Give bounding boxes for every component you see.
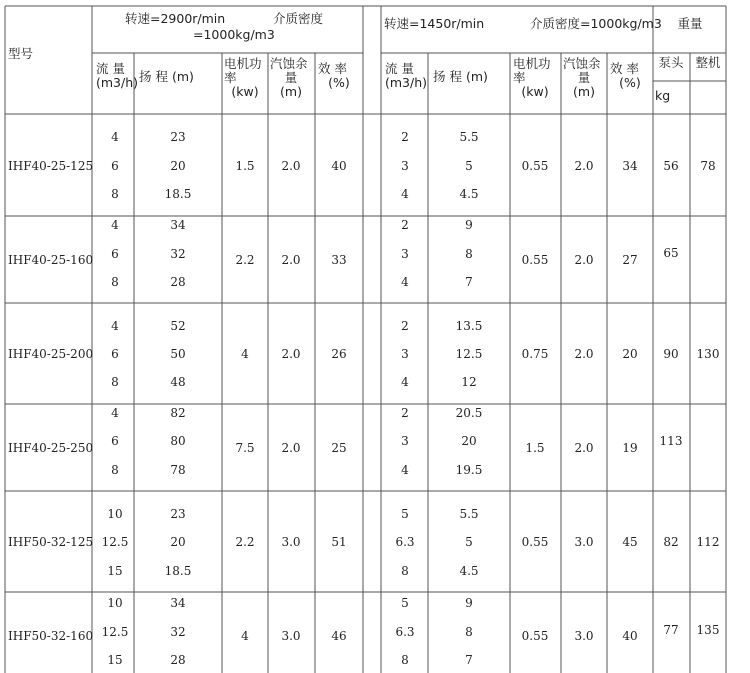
head-cell: 28 — [170, 275, 186, 289]
group2-speed: 转速=1450r/min — [384, 16, 485, 31]
eff-unit-1: (%) — [328, 75, 350, 90]
flow-cell: 15 — [107, 564, 123, 578]
flow-cell: 8 — [401, 564, 409, 578]
flow-cell: 5 — [401, 596, 409, 610]
flow-cell: 4 — [401, 375, 409, 389]
flow-unit-2: (m3/h) — [385, 75, 428, 90]
head-cell: 4.5 — [459, 187, 479, 201]
flow-cell: 10 — [107, 507, 123, 521]
eff-cell: 34 — [622, 159, 638, 173]
head-cell: 23 — [170, 507, 186, 521]
group2-density: 介质密度=1000kg/m3 — [530, 16, 662, 31]
head-cell: 13.5 — [455, 319, 483, 333]
flow-cell: 6 — [111, 159, 119, 173]
pump-weight-cell: 56 — [663, 159, 679, 173]
eff-cell: 51 — [331, 535, 347, 549]
group1-density-value: =1000kg/m3 — [193, 27, 275, 42]
flow-header-1: 流 量 — [96, 61, 125, 76]
flow-cell: 3 — [401, 159, 409, 173]
power-cell: 2.2 — [235, 253, 255, 267]
flow-cell: 8 — [401, 653, 409, 667]
flow-cell: 6 — [111, 434, 119, 448]
power-cell: 0.55 — [521, 535, 549, 549]
eff-header-2: 效 率 — [610, 61, 639, 76]
flow-cell: 4 — [111, 218, 119, 232]
head-cell: 18.5 — [164, 187, 192, 201]
power-header-1b: 率 — [224, 70, 237, 85]
flow-cell: 6.3 — [395, 535, 415, 549]
head-cell: 5 — [465, 159, 473, 173]
flow-cell: 2 — [401, 319, 409, 333]
unit-weight-cell: 78 — [700, 159, 716, 173]
head-cell: 7 — [465, 653, 473, 667]
head-cell: 82 — [170, 406, 186, 420]
head-cell: 5.5 — [459, 130, 479, 144]
eff-cell: 40 — [622, 629, 638, 643]
power-cell: 1.5 — [525, 441, 545, 455]
flow-cell: 2 — [401, 130, 409, 144]
flow-cell: 12.5 — [101, 535, 129, 549]
npsh-cell: 2.0 — [574, 253, 594, 267]
npsh-cell: 3.0 — [281, 629, 301, 643]
unit-weight-cell: 112 — [696, 535, 720, 549]
eff-cell: 19 — [622, 441, 638, 455]
flow-cell: 3 — [401, 434, 409, 448]
head-cell: 8 — [465, 625, 473, 639]
flow-cell: 4 — [111, 130, 119, 144]
flow-cell: 6.3 — [395, 625, 415, 639]
flow-cell: 6 — [111, 347, 119, 361]
model-header: 型号 — [8, 46, 34, 61]
flow-unit-1: (m3/h) — [96, 75, 139, 90]
flow-cell: 4 — [111, 406, 119, 420]
eff-cell: 27 — [622, 253, 638, 267]
head-cell: 32 — [170, 247, 186, 261]
head-cell: 20 — [170, 535, 186, 549]
npsh-header-1b: 量 — [284, 70, 298, 85]
head-cell: 32 — [170, 625, 186, 639]
npsh-unit-2: (m) — [573, 84, 595, 99]
head-cell: 28 — [170, 653, 186, 667]
head-cell: 9 — [465, 218, 473, 232]
pump-weight-cell: 77 — [663, 623, 679, 637]
head-cell: 34 — [170, 218, 186, 232]
head-cell: 18.5 — [164, 564, 192, 578]
flow-cell: 15 — [107, 653, 123, 667]
power-header-1: 电机功 — [224, 56, 262, 71]
npsh-cell: 3.0 — [574, 535, 594, 549]
head-cell: 12 — [461, 375, 477, 389]
pump-weight-cell: 82 — [663, 535, 679, 549]
npsh-cell: 2.0 — [574, 441, 594, 455]
flow-cell: 4 — [111, 319, 119, 333]
head-cell: 48 — [170, 375, 186, 389]
pump-weight-cell: 90 — [663, 347, 679, 361]
flow-cell: 4 — [401, 187, 409, 201]
npsh-header-1: 汽蚀余 — [270, 56, 308, 71]
eff-unit-2: (%) — [619, 75, 641, 90]
head-cell: 80 — [170, 434, 186, 448]
npsh-cell: 2.0 — [281, 159, 301, 173]
unit-weight-cell: 130 — [696, 347, 720, 361]
head-cell: 9 — [465, 596, 473, 610]
npsh-cell: 3.0 — [574, 629, 594, 643]
npsh-cell: 3.0 — [281, 535, 301, 549]
power-header-2b: 率 — [513, 70, 526, 85]
power-header-2: 电机功 — [513, 56, 551, 71]
pump-head-header: 泵头 — [658, 55, 684, 70]
eff-cell: 25 — [331, 441, 347, 455]
eff-cell: 33 — [331, 253, 347, 267]
eff-header-1: 效 率 — [318, 61, 347, 76]
model-cell: IHF50-32-160 — [8, 629, 94, 643]
pump-weight-cell: 65 — [663, 246, 679, 260]
kg-unit: kg — [655, 88, 671, 103]
eff-cell: 20 — [622, 347, 638, 361]
power-cell: 4 — [241, 629, 249, 643]
unit-weight-cell: 135 — [696, 623, 720, 637]
head-cell: 20.5 — [455, 406, 483, 420]
head-cell: 78 — [170, 463, 186, 477]
flow-cell: 5 — [401, 507, 409, 521]
weight-header: 重量 — [677, 16, 703, 31]
flow-cell: 12.5 — [101, 625, 129, 639]
power-unit-2: (kw) — [521, 84, 549, 99]
power-cell: 0.75 — [521, 347, 549, 361]
flow-cell: 8 — [111, 187, 119, 201]
model-cell: IHF40-25-200 — [8, 347, 94, 361]
npsh-cell: 2.0 — [281, 253, 301, 267]
flow-cell: 8 — [111, 463, 119, 477]
eff-cell: 40 — [331, 159, 347, 173]
head-cell: 8 — [465, 247, 473, 261]
flow-cell: 3 — [401, 247, 409, 261]
group1-density-label: 介质密度 — [273, 11, 324, 26]
flow-header-2: 流 量 — [385, 61, 414, 76]
power-cell: 2.2 — [235, 535, 255, 549]
head-cell: 5.5 — [459, 507, 479, 521]
power-cell: 4 — [241, 347, 249, 361]
head-cell: 20 — [461, 434, 477, 448]
head-header-1: 扬 程 (m) — [139, 69, 194, 84]
head-cell: 5 — [465, 535, 473, 549]
head-cell: 4.5 — [459, 564, 479, 578]
flow-cell: 3 — [401, 347, 409, 361]
head-cell: 50 — [170, 347, 186, 361]
power-cell: 0.55 — [521, 629, 549, 643]
npsh-header-2b: 量 — [577, 70, 591, 85]
head-cell: 23 — [170, 130, 186, 144]
npsh-cell: 2.0 — [574, 347, 594, 361]
whole-unit-header: 整机 — [695, 55, 721, 70]
npsh-cell: 2.0 — [281, 347, 301, 361]
flow-cell: 4 — [401, 463, 409, 477]
model-cell: IHF40-25-125 — [8, 159, 94, 173]
flow-cell: 8 — [111, 375, 119, 389]
pump-weight-cell: 113 — [659, 434, 683, 448]
power-cell: 0.55 — [521, 253, 549, 267]
head-cell: 19.5 — [455, 463, 483, 477]
npsh-cell: 2.0 — [574, 159, 594, 173]
head-cell: 20 — [170, 159, 186, 173]
power-unit-1: (kw) — [231, 84, 259, 99]
group1-speed: 转速=2900r/min — [125, 11, 226, 26]
model-cell: IHF40-25-160 — [8, 253, 94, 267]
eff-cell: 46 — [331, 629, 347, 643]
eff-cell: 45 — [622, 535, 638, 549]
power-cell: 0.55 — [521, 159, 549, 173]
head-header-2: 扬 程 (m) — [433, 69, 488, 84]
flow-cell: 6 — [111, 247, 119, 261]
flow-cell: 2 — [401, 406, 409, 420]
eff-cell: 26 — [331, 347, 347, 361]
head-cell: 12.5 — [455, 347, 483, 361]
npsh-cell: 2.0 — [281, 441, 301, 455]
npsh-unit-1: (m) — [280, 84, 302, 99]
power-cell: 7.5 — [235, 441, 255, 455]
flow-cell: 2 — [401, 218, 409, 232]
head-cell: 34 — [170, 596, 186, 610]
npsh-header-2: 汽蚀余 — [563, 56, 601, 71]
flow-cell: 8 — [111, 275, 119, 289]
model-cell: IHF40-25-250 — [8, 441, 94, 455]
flow-cell: 10 — [107, 596, 123, 610]
head-cell: 52 — [170, 319, 186, 333]
power-cell: 1.5 — [235, 159, 255, 173]
flow-cell: 4 — [401, 275, 409, 289]
model-cell: IHF50-32-125 — [8, 535, 94, 549]
head-cell: 7 — [465, 275, 473, 289]
